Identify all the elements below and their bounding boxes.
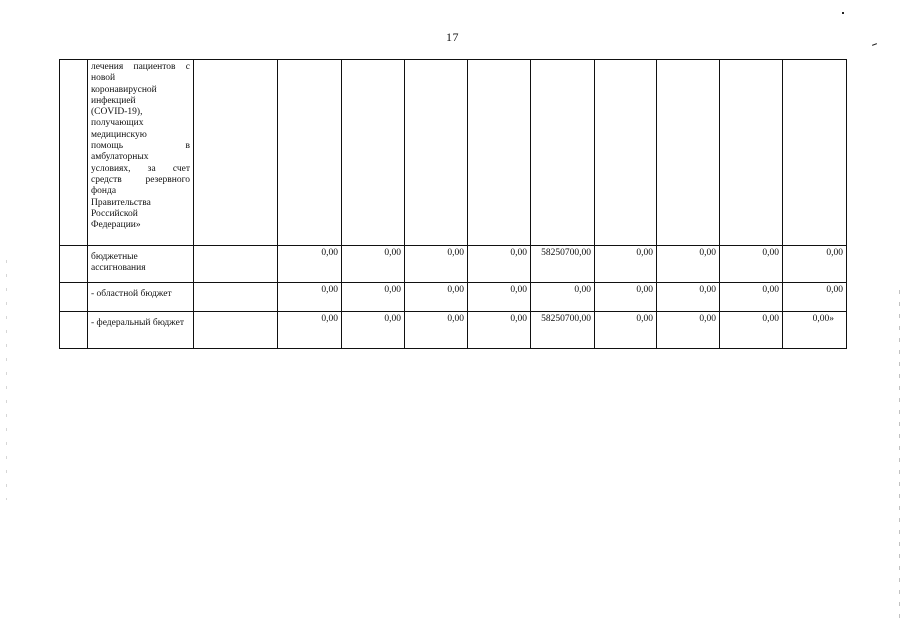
table-row-budget-allocations	[60, 246, 847, 283]
empty-cell	[720, 60, 783, 246]
value-cell: 0,00	[278, 283, 342, 312]
value-cell: 0,00	[278, 312, 342, 349]
value-cell: 0,00	[342, 283, 405, 312]
row-label: - федеральный бюджет	[88, 312, 194, 349]
value-cell: 0,00	[720, 246, 783, 283]
value-cell: 0,00	[657, 283, 720, 312]
value-cell: 0,00	[531, 283, 595, 312]
empty-cell	[194, 312, 278, 349]
value-cell: 0,00	[657, 312, 720, 349]
empty-cell	[531, 60, 595, 246]
empty-cell	[194, 283, 278, 312]
description-line: медицинскую	[91, 129, 147, 140]
row-label: бюджетные ассигнования	[88, 246, 194, 283]
description-line: получающих	[91, 118, 144, 129]
description-line: средств резервного	[91, 174, 190, 185]
description-line: (COVID-19),	[91, 107, 143, 118]
empty-cell	[342, 60, 405, 246]
description-line: фонда	[91, 186, 117, 197]
value-cell: 0,00	[468, 283, 531, 312]
value-cell: 0,00	[720, 312, 783, 349]
scan-edge-artifact-left	[6, 260, 7, 500]
value-cell: 0,00	[342, 246, 405, 283]
description-line: помощь в	[91, 141, 190, 152]
value-cell: 0,00	[342, 312, 405, 349]
description-line: инфекцией	[91, 95, 136, 106]
table-row-description	[60, 60, 847, 246]
description-line: коронавирусной	[91, 84, 157, 95]
description-line: Российской	[91, 208, 138, 219]
value-cell: 58250700,00	[531, 246, 595, 283]
description-line: условиях, за счет	[91, 163, 190, 174]
value-cell: 0,00	[720, 283, 783, 312]
index-cell	[60, 246, 88, 283]
empty-cell	[595, 60, 657, 246]
value-cell: 0,00	[783, 283, 847, 312]
description-line: новой	[91, 73, 116, 84]
value-cell: 0,00	[278, 246, 342, 283]
description-line: Федерации»	[91, 220, 141, 231]
scan-speck	[842, 12, 844, 14]
empty-cell	[194, 60, 278, 246]
index-cell	[60, 283, 88, 312]
measure-description-cell	[88, 60, 194, 246]
row-label: - областной бюджет	[88, 283, 194, 312]
table-row-federal-budget	[60, 312, 847, 349]
value-cell: 0,00	[405, 283, 468, 312]
value-cell: 58250700,00	[531, 312, 595, 349]
empty-cell	[783, 60, 847, 246]
value-cell: 0,00	[468, 246, 531, 283]
value-cell: 0,00	[405, 312, 468, 349]
empty-cell	[278, 60, 342, 246]
description-line: лечения пациентов с	[91, 62, 190, 72]
table-row-regional-budget	[60, 283, 847, 312]
description-line: амбулаторных	[91, 152, 149, 163]
index-cell	[60, 60, 88, 246]
value-cell: 0,00	[468, 312, 531, 349]
empty-cell	[405, 60, 468, 246]
scan-edge-artifact-right	[899, 290, 900, 620]
value-cell: 0,00	[595, 246, 657, 283]
description-line: Правительства	[91, 197, 151, 208]
value-cell: 0,00	[405, 246, 468, 283]
value-cell: 0,00	[595, 283, 657, 312]
value-cell: 0,00	[595, 312, 657, 349]
value-cell: 0,00	[783, 246, 847, 283]
empty-cell	[194, 246, 278, 283]
index-cell	[60, 312, 88, 349]
empty-cell	[657, 60, 720, 246]
empty-cell	[468, 60, 531, 246]
budget-table	[59, 59, 847, 349]
value-cell: 0,00»	[783, 312, 847, 349]
page-number: 17	[446, 30, 459, 44]
value-cell: 0,00	[657, 246, 720, 283]
